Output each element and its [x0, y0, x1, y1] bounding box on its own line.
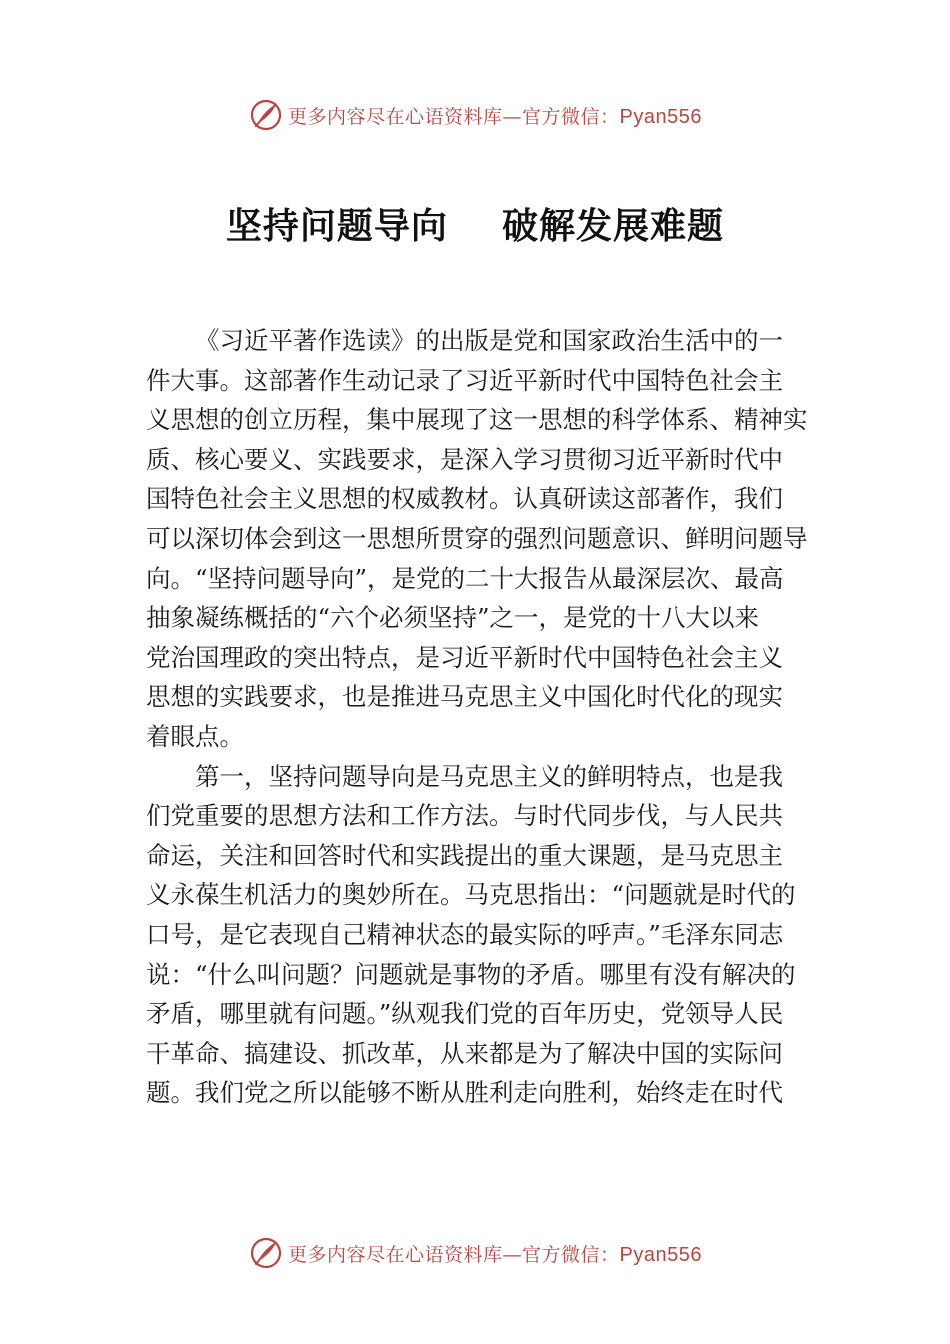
- text-line: 质、核心要义、实践要求，是深入学习贯彻习近平新时代中: [146, 444, 783, 474]
- text-line: 干革命、搞建设、抓改革，从来都是为了解决中国的实际问: [146, 1038, 783, 1068]
- paragraph-1: [146, 321, 822, 757]
- text-line: 命运，关注和回答时代和实践提出的重大课题，是马克思主: [146, 840, 783, 870]
- watermark-text: [288, 1240, 702, 1267]
- text-line: 《习近平著作选读》的出版是党和国家政治生活中的一: [195, 326, 783, 355]
- watermark-label: 更多内容尽在心语资料库—官方微信：: [288, 105, 620, 128]
- text-line: 件大事。这部著作生动记录了习近平新时代中国特色社会主: [146, 365, 783, 395]
- text-line: 矛盾，哪里就有问题。”纵观我们党的百年历史，党领导人民: [146, 999, 784, 1029]
- wechat-id: Pyan556: [619, 105, 702, 128]
- text-line: 说：“什么叫问题？问题就是事物的矛盾。哪里有没有解决的: [146, 959, 796, 989]
- document-title: 坚持问题导向 破解发展难题: [225, 205, 725, 247]
- text-line: 义思想的创立历程，集中展现了这一思想的科学体系、精神实: [146, 405, 808, 435]
- text-line: 党治国理政的突出特点，是习近平新时代中国特色社会主义: [146, 642, 783, 672]
- text-line: 抽象凝练概括的“六个必须坚持”之一，是党的十八大以来: [146, 603, 760, 633]
- quill-pen-circle-icon: [248, 97, 284, 133]
- text-line: 题。我们党之所以能够不断从胜利走向胜利，始终走在时代: [146, 1078, 783, 1108]
- text-line: 国特色社会主义思想的权威教材。认真研读这部著作，我们: [146, 484, 783, 514]
- quill-pen-circle-icon: [248, 1235, 284, 1271]
- text-line: 思想的实践要求，也是推进马克思主义中国化时代化的现实: [146, 682, 783, 712]
- document-body: [146, 321, 822, 1113]
- footer-watermark: [0, 1233, 950, 1273]
- watermark-label: 更多内容尽在心语资料库—官方微信：: [288, 1243, 620, 1266]
- wechat-id: Pyan556: [619, 1243, 702, 1266]
- header-watermark: [0, 95, 950, 135]
- watermark-text: [288, 102, 702, 129]
- text-line: 口号，是它表现自己精神状态的最实际的呼声。”毛泽东同志: [146, 919, 784, 949]
- text-line: 们党重要的思想方法和工作方法。与时代同步伐，与人民共: [146, 801, 783, 831]
- text-line: 第一，坚持问题导向是马克思主义的鲜明特点，也是我: [195, 761, 783, 791]
- text-line: 义永葆生机活力的奥妙所在。马克思指出：“问题就是时代的: [146, 880, 796, 910]
- text-line: 向。“坚持问题导向”，是党的二十大报告从最深层次、最高: [146, 563, 784, 593]
- text-line: 可以深切体会到这一思想所贯穿的强烈问题意识、鲜明问题导: [146, 523, 808, 553]
- paragraph-2: [146, 757, 822, 1113]
- text-line: 着眼点。: [146, 721, 244, 751]
